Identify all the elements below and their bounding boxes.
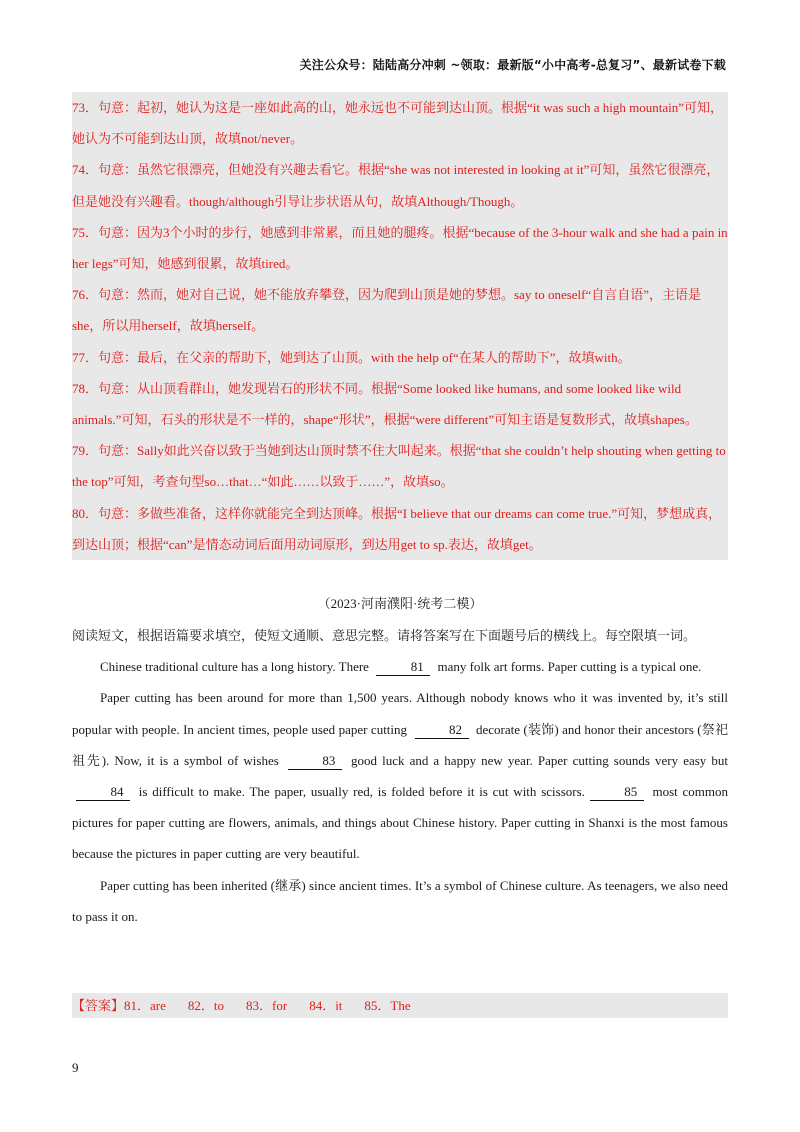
passage-text: good luck and a happy new year. Paper cutting sounds very easy but (351, 752, 729, 768)
blank-83: 83 (288, 753, 342, 770)
blank-84: 84 (76, 784, 130, 801)
explanation-76: 76．句意：然而，她对自己说，她不能放弃攀登，因为爬到山顶是她的梦想。say to oneself“自言自语”，主语是she，所以用herself，故填herself。 (72, 287, 702, 334)
reading-passage (72, 620, 728, 932)
explanation-80: 80．句意：多做些准备，这样你就能完全到达顶峰。根据“I believe that our dreams can come true.”可知，梦想成真，到达山顶；根据“can”是情态动词后面用动词原形，到达用get to sp.表达，故填get。 (72, 505, 722, 552)
blank-82: 82 (415, 722, 469, 739)
explanation-73: 73．句意：起初，她认为这是一座如此高的山，她永远也不可能到达山顶。根据“it was such a high mountain”可知，她认为不可能到达山顶，故填not/never。 (72, 100, 724, 147)
passage-paragraph-1 (72, 651, 728, 682)
answer-81: 81．are (124, 998, 166, 1013)
passage-text: Chinese traditional culture has a long history. There (100, 659, 369, 675)
answer-83: 83．for (246, 998, 288, 1013)
passage-text: is difficult to make. The paper, usually red, is folded before it is cut with scissors. (138, 784, 585, 800)
passage-paragraph-2 (72, 682, 728, 869)
answer-key (72, 993, 728, 1018)
explanation-74: 74．句意：虽然它很漂亮，但她没有兴趣去看它。根据“she was not interested in looking at it”可知，虽然它很漂亮，但是她没有兴趣看。though/although引导让步状语从句，故填Although/Though。 (72, 162, 720, 209)
explanation-75: 75．句意：因为3个小时的步行，她感到非常累，而且她的腿疼。根据“because of the 3-hour walk and she had a pain in her legs”可知，她感到很累，故填tired。 (72, 224, 728, 272)
instructions: 阅读短文，根据语篇要求填空，使短文通顺、意思完整。请将答案写在下面题号后的横线上。每空限填一词。 (72, 628, 697, 643)
passage-text: many folk art forms. Paper cutting is a typical one. (437, 659, 702, 675)
passage-text: Paper cutting has been around for more than 1,500 years. Although nobody knows who it was invented by, it’s still popular with people. In ancient times, people used paper cutting (72, 690, 728, 737)
exam-source: （2023·河南濮阳·统考二模） (317, 596, 483, 611)
answer-label: 【答案】 (72, 998, 125, 1013)
blank-85: 85 (590, 784, 644, 801)
blank-81: 81 (376, 659, 430, 676)
answer-84: 84．it (309, 998, 343, 1013)
page-number: 9 (72, 1060, 79, 1075)
passage-text: most common pictures for paper cutting are flowers, animals, and things about Chinese history. Paper cutting in Shanxi is the most famous because the pictures in paper cutting are very beautiful. (72, 784, 729, 862)
passage-paragraph-3: Paper cutting has been inherited (继承) since ancient times. It’s a symbol of Chinese culture. As teenagers, we also need to pass it on. (72, 877, 728, 924)
answer-82: 82．to (187, 998, 225, 1013)
answer-85: 85．The (364, 998, 411, 1013)
explanation-77: 77．句意：最后，在父亲的帮助下，她到达了山顶。with the help of“在某人的帮助下”，故填with。 (72, 349, 631, 365)
explanation-78: 78．句意：从山顶看群山，她发现岩石的形状不同。根据“Some looked like humans, and some looked like wild animals.”可知，石头的形状是不一样的，shape“形状”，根据“were different”可知主语是复数形式，故填shapes。 (72, 380, 698, 428)
explanation-79: 79．句意：Sally如此兴奋以致于当她到达山顶时禁不住大叫起来。根据“that she couldn’t help shouting when getting to the top”可知，考查句型so…that…“如此……以致于……”，故填so。 (72, 443, 726, 490)
explanation-block (72, 92, 728, 560)
page-header: 关注公众号：陆陆高分冲刺 ~领取：最新版“小中高考-总复习”、最新试卷下载 (299, 58, 726, 72)
passage-text: decorate (装饰) and honor their ancestors (祭祀祖先). Now, it is a symbol of wishes (72, 721, 728, 768)
